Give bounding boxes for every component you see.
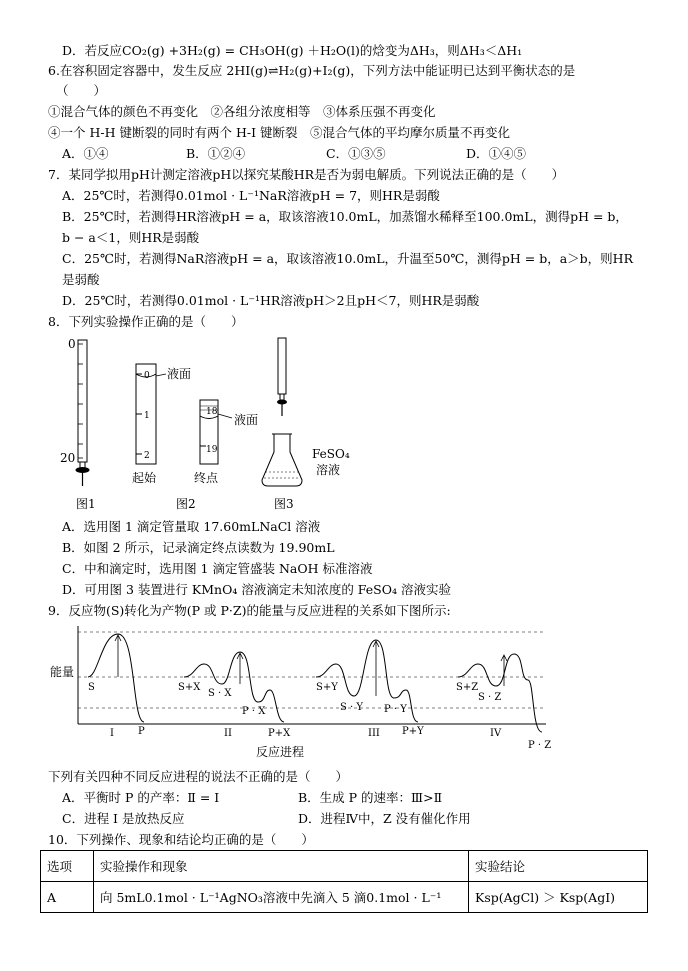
label-S+X: S+X [178,682,201,693]
label-S·X: S · X [208,688,232,699]
table-row [41,882,648,913]
label-P: P [138,726,145,737]
fig1-caption: 图1 [76,497,96,511]
q8-option-c: C．中和滴定时，选用图 1 滴定管盛装 NaOH 标准溶液 [62,561,373,576]
header-operation: 实验操作和现象 [94,851,469,882]
q7-option-b-line2: b − a＜1，则HR是弱酸 [62,230,200,245]
q6-statements-2: ④一个 H-H 键断裂的同时有两个 H-I 键断裂 ⑤混合气体的平均摩尔质量不再变化 [48,125,510,140]
q6-stem: 6.在容积固定容器中，发生反应 2HI(g)⇌H₂(g)+I₂(g)，下列方法中能证明已达到平衡状态的是 [48,63,576,78]
burette-figure-1 [60,337,96,511]
label-S: S [88,682,95,693]
q10-stem: 10．下列操作、现象和结论均正确的是（ ） [48,832,314,847]
q7-option-d: D．25℃时，若测得0.01mol · L⁻¹HR溶液pH＞2且pH＜7，则HR是弱酸 [62,293,480,308]
q7-stem: 7．某同学拟用pH计测定溶液pH以探究某酸HR是否为弱电解质。下列说法正确的是（ ） [48,167,565,182]
label-P+Y: P+Y [402,726,424,737]
q7-option-c-line2: 是弱酸 [62,272,100,287]
cyl2-liquid-label: 液面 [234,413,259,427]
header-conclusion: 实验结论 [469,851,648,882]
header-option: 选项 [41,851,94,882]
label-I: I [110,728,114,739]
energy-profile-diagram [44,624,564,764]
label-IV: IV [490,728,502,739]
q7-option-c-line1: C．25℃时，若测得NaR溶液pH = a，取该溶液10.0mL，升温至50℃，测得pH = b，a＞b，则HR [62,251,633,266]
label-P·X: P · X [242,706,266,717]
fig2-caption: 图2 [176,497,196,511]
flask-reagent-solution: 溶液 [316,463,341,477]
fig3-caption: 图3 [274,497,294,511]
q6-option-b: B．①②④ [186,146,246,161]
cyl1-tick-0: 0 [144,371,150,381]
q6-option-c: C．①③⑤ [326,146,386,161]
q8-option-b: B．如图 2 所示，记录滴定终点读数为 19.90mL [62,540,335,555]
cyl2-tick-19: 19 [206,445,218,455]
cyl1-tick-2: 2 [144,451,150,461]
q9-option-c: C．进程 Ⅰ 是放热反应 [62,811,185,826]
burette-start-reading [132,364,191,485]
row-operation: 向 5mL0.1mol · L⁻¹AgNO₃溶液中先滴入 5 滴0.1mol · L⁻¹ [94,882,469,913]
q8-option-a: A．选用图 1 滴定管量取 17.60mLNaCl 溶液 [62,519,321,534]
y-axis-label: 能量 [50,665,75,679]
q9-stem: 9．反应物(S)转化为产物(P 或 P·Z)的能量与反应进程的关系如下图所示: [48,603,451,618]
label-III: III [368,728,380,739]
row-conclusion: Ksp(AgCl) ＞ Ksp(AgI) [469,882,648,913]
x-axis-label: 反应进程 [256,745,305,759]
flask-reagent: FeSO₄ [312,447,350,461]
q8-stem: 8．下列实验操作正确的是（ ） [48,314,244,329]
cyl1-caption: 起始 [132,471,157,485]
label-P·Y: P · Y [384,704,407,715]
q9-option-b: B．生成 P 的速率：Ⅲ>Ⅱ [298,790,443,805]
table-header-row [41,851,648,882]
q10-table [40,850,648,913]
cyl1-tick-1: 1 [144,411,150,421]
burette-bottom-mark: 20 [60,451,76,465]
label-S+Y: S+Y [316,682,338,693]
label-S+Z: S+Z [456,682,479,693]
q9-question: 下列有关四种不同反应进程的说法不正确的是（ ） [48,769,349,784]
q6-answer-paren: （ ） [56,83,107,98]
cyl2-tick-18: 18 [206,407,218,417]
burette-top-mark: 0 [68,337,76,351]
label-II: II [224,728,232,739]
q6-statements-1: ①混合气体的颜色不再变化 ②各组分浓度相等 ③体系压强不再变化 [48,104,436,119]
q8-option-d: D．可用图 3 装置进行 KMnO₄ 溶液滴定未知浓度的 FeSO₄ 溶液实验 [62,582,451,597]
q9-option-a: A．平衡时 P 的产率：Ⅱ = Ⅰ [62,790,220,805]
titration-setup-figure-3 [262,338,350,511]
q7-option-a: A．25℃时，若测得0.01mol · L⁻¹NaR溶液pH = 7，则HR是弱酸 [62,188,440,203]
cyl1-liquid-label: 液面 [167,367,192,381]
burette-end-reading [176,400,258,511]
q8-apparatus-figure [56,334,356,514]
cyl2-caption: 终点 [194,471,219,485]
q6-option-a: A．①④ [62,146,109,161]
label-P+X: P+X [268,728,291,739]
label-S·Z: S · Z [478,692,502,703]
q9-option-d: D．进程Ⅳ中，Z 没有催化作用 [298,811,471,826]
q5-option-d: D．若反应CO₂(g) +3H₂(g) = CH₃OH(g) ＋H₂O(l)的焓变为ΔH₃，则ΔH₃＜ΔH₁ [62,43,523,58]
label-S·Y: S · Y [340,702,363,713]
q6-option-d: D．①④⑤ [466,146,527,161]
row-option: A [41,882,94,913]
q7-option-b-line1: B．25℃时，若测得HR溶液pH = a，取该溶液10.0mL，加蒸馏水稀释至100.0mL，测得pH = b， [62,209,628,224]
label-P·Z: P · Z [528,740,552,751]
